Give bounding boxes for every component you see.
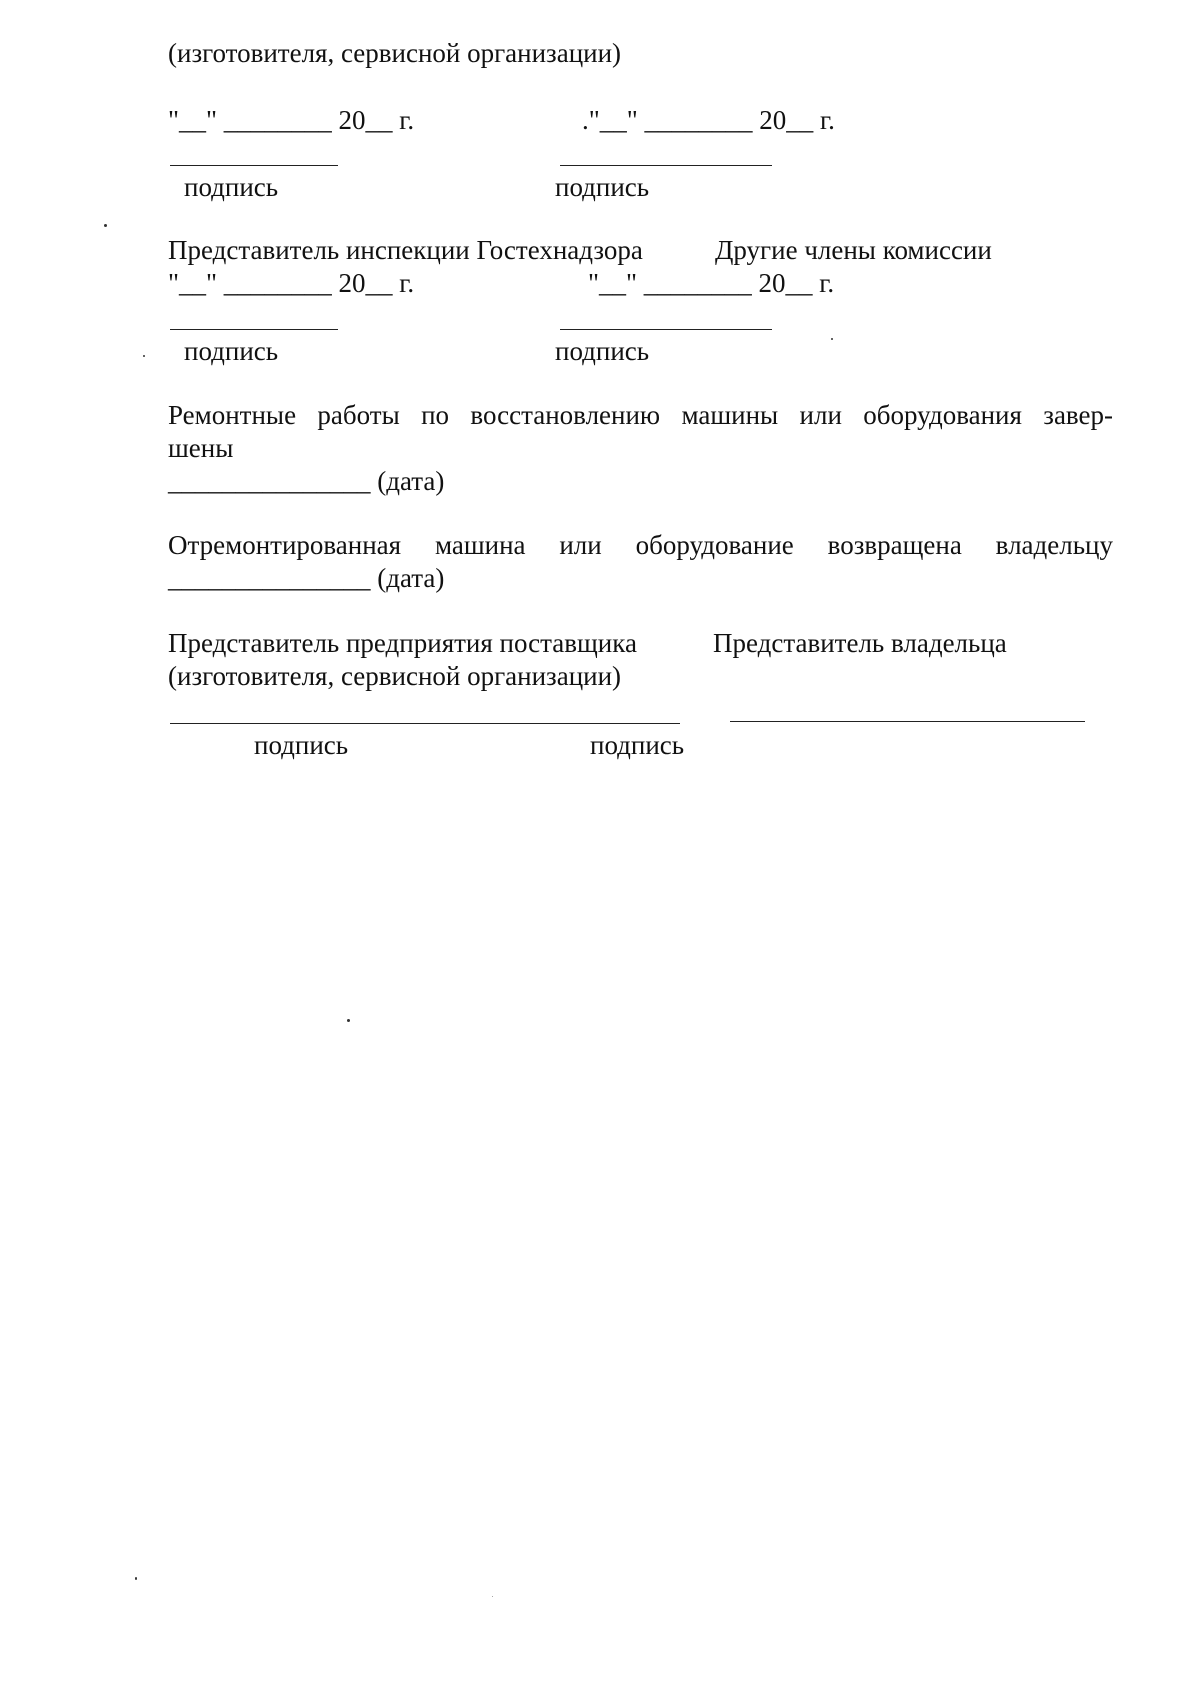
return-sentence: Отремонтированная машина или оборудование возвращена владельцу xyxy=(168,530,1113,560)
date-field-right: ."__" ________ 20__ г. xyxy=(582,105,835,135)
repair-date-field: _______________ (дата) xyxy=(168,466,445,496)
signature-caption-left: подпись xyxy=(184,172,279,202)
signature-caption-right: подпись xyxy=(555,172,650,202)
scan-speck xyxy=(143,355,145,357)
date-field-left: "__" ________ 20__ г. xyxy=(168,268,415,298)
scan-speck xyxy=(831,338,833,340)
date-field-left: "__" ________ 20__ г. xyxy=(168,105,415,135)
scan-speck xyxy=(135,1577,137,1580)
supplier-label: Представитель предприятия поставщика xyxy=(168,628,637,658)
signature-line-left xyxy=(170,165,338,166)
scan-speck xyxy=(347,1019,350,1022)
repair-sentence-line1: Ремонтные работы по восстановлению машины или оборудования завер- xyxy=(168,400,1113,430)
inspector-label: Представитель инспекции Гостехнадзора xyxy=(168,235,643,265)
signature-caption-right: подпись xyxy=(555,336,650,366)
signature-line-right xyxy=(730,721,1085,722)
return-date-field: _______________ (дата) xyxy=(168,563,445,593)
scan-speck xyxy=(104,224,107,227)
signature-line-right xyxy=(560,165,772,166)
signature-line-left xyxy=(170,723,680,724)
repair-sentence-line2: шены xyxy=(168,433,234,463)
signature-line-left xyxy=(170,329,338,330)
org-line: (изготовителя, сервисной организации) xyxy=(168,38,622,68)
members-label: Другие члены комиссии xyxy=(715,235,992,265)
owner-label: Представитель владельца xyxy=(713,628,1007,658)
signature-line-right xyxy=(560,329,772,330)
scan-speck xyxy=(492,1596,493,1597)
supplier-sublabel: (изготовителя, сервисной организации) xyxy=(168,661,622,691)
signature-caption-right: подпись xyxy=(590,730,685,760)
signature-caption-left: подпись xyxy=(254,730,349,760)
date-field-right: "__" ________ 20__ г. xyxy=(588,268,835,298)
signature-caption-left: подпись xyxy=(184,336,279,366)
